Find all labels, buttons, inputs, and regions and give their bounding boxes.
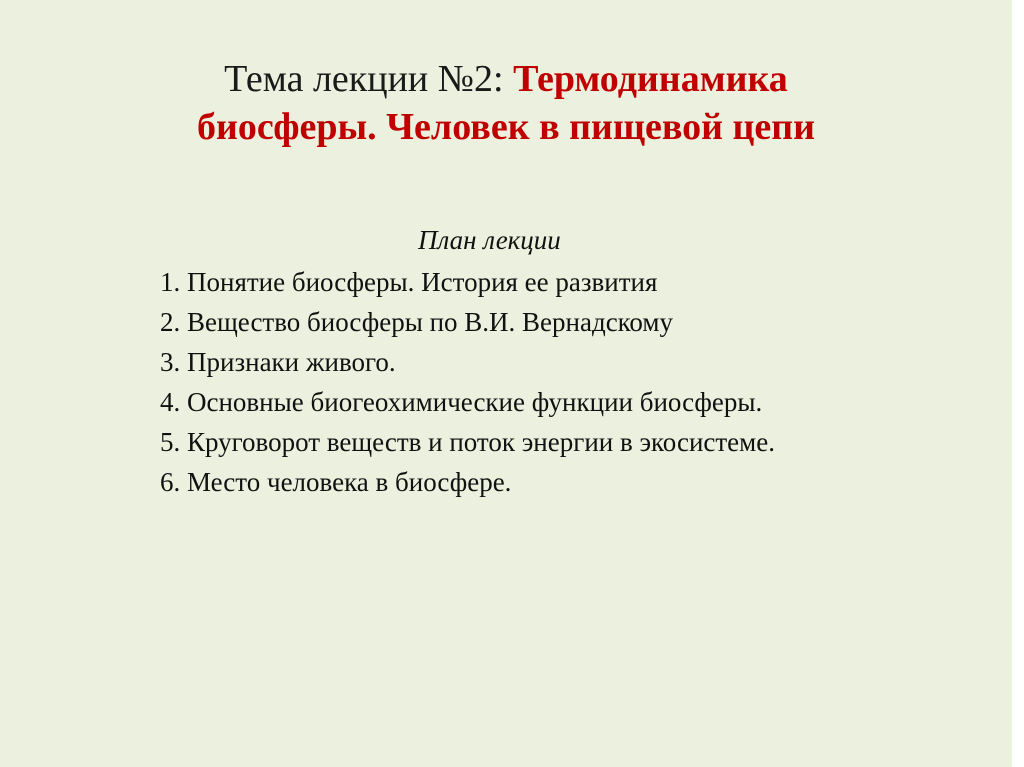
title-accent-line-2: биосферы. Человек в пищевой цепи — [196, 106, 816, 148]
slide-right-border — [1012, 0, 1024, 767]
plan-list — [160, 262, 980, 502]
plan-item: 3. Признаки живого. — [160, 347, 396, 377]
plan-heading: План лекции — [418, 225, 561, 255]
title-line-2 — [0, 103, 1012, 151]
slide-title — [0, 55, 1012, 151]
title-lead: Тема лекции №2: — [224, 58, 514, 100]
plan-item: 5. Круговорот веществ и поток энергии в экосистеме. — [160, 427, 775, 457]
plan-item: 6. Место человека в биосфере. — [160, 467, 512, 497]
title-accent-line-1: Термодинамика — [513, 58, 788, 100]
plan-item: 2. Вещество биосферы по В.И. Вернадскому — [160, 307, 673, 337]
plan-item: 4. Основные биогеохимические функции биосферы. — [160, 387, 763, 417]
lecture-plan — [160, 220, 980, 502]
plan-item: 1. Понятие биосферы. История ее развития — [160, 267, 658, 297]
title-line-1 — [0, 55, 1012, 103]
